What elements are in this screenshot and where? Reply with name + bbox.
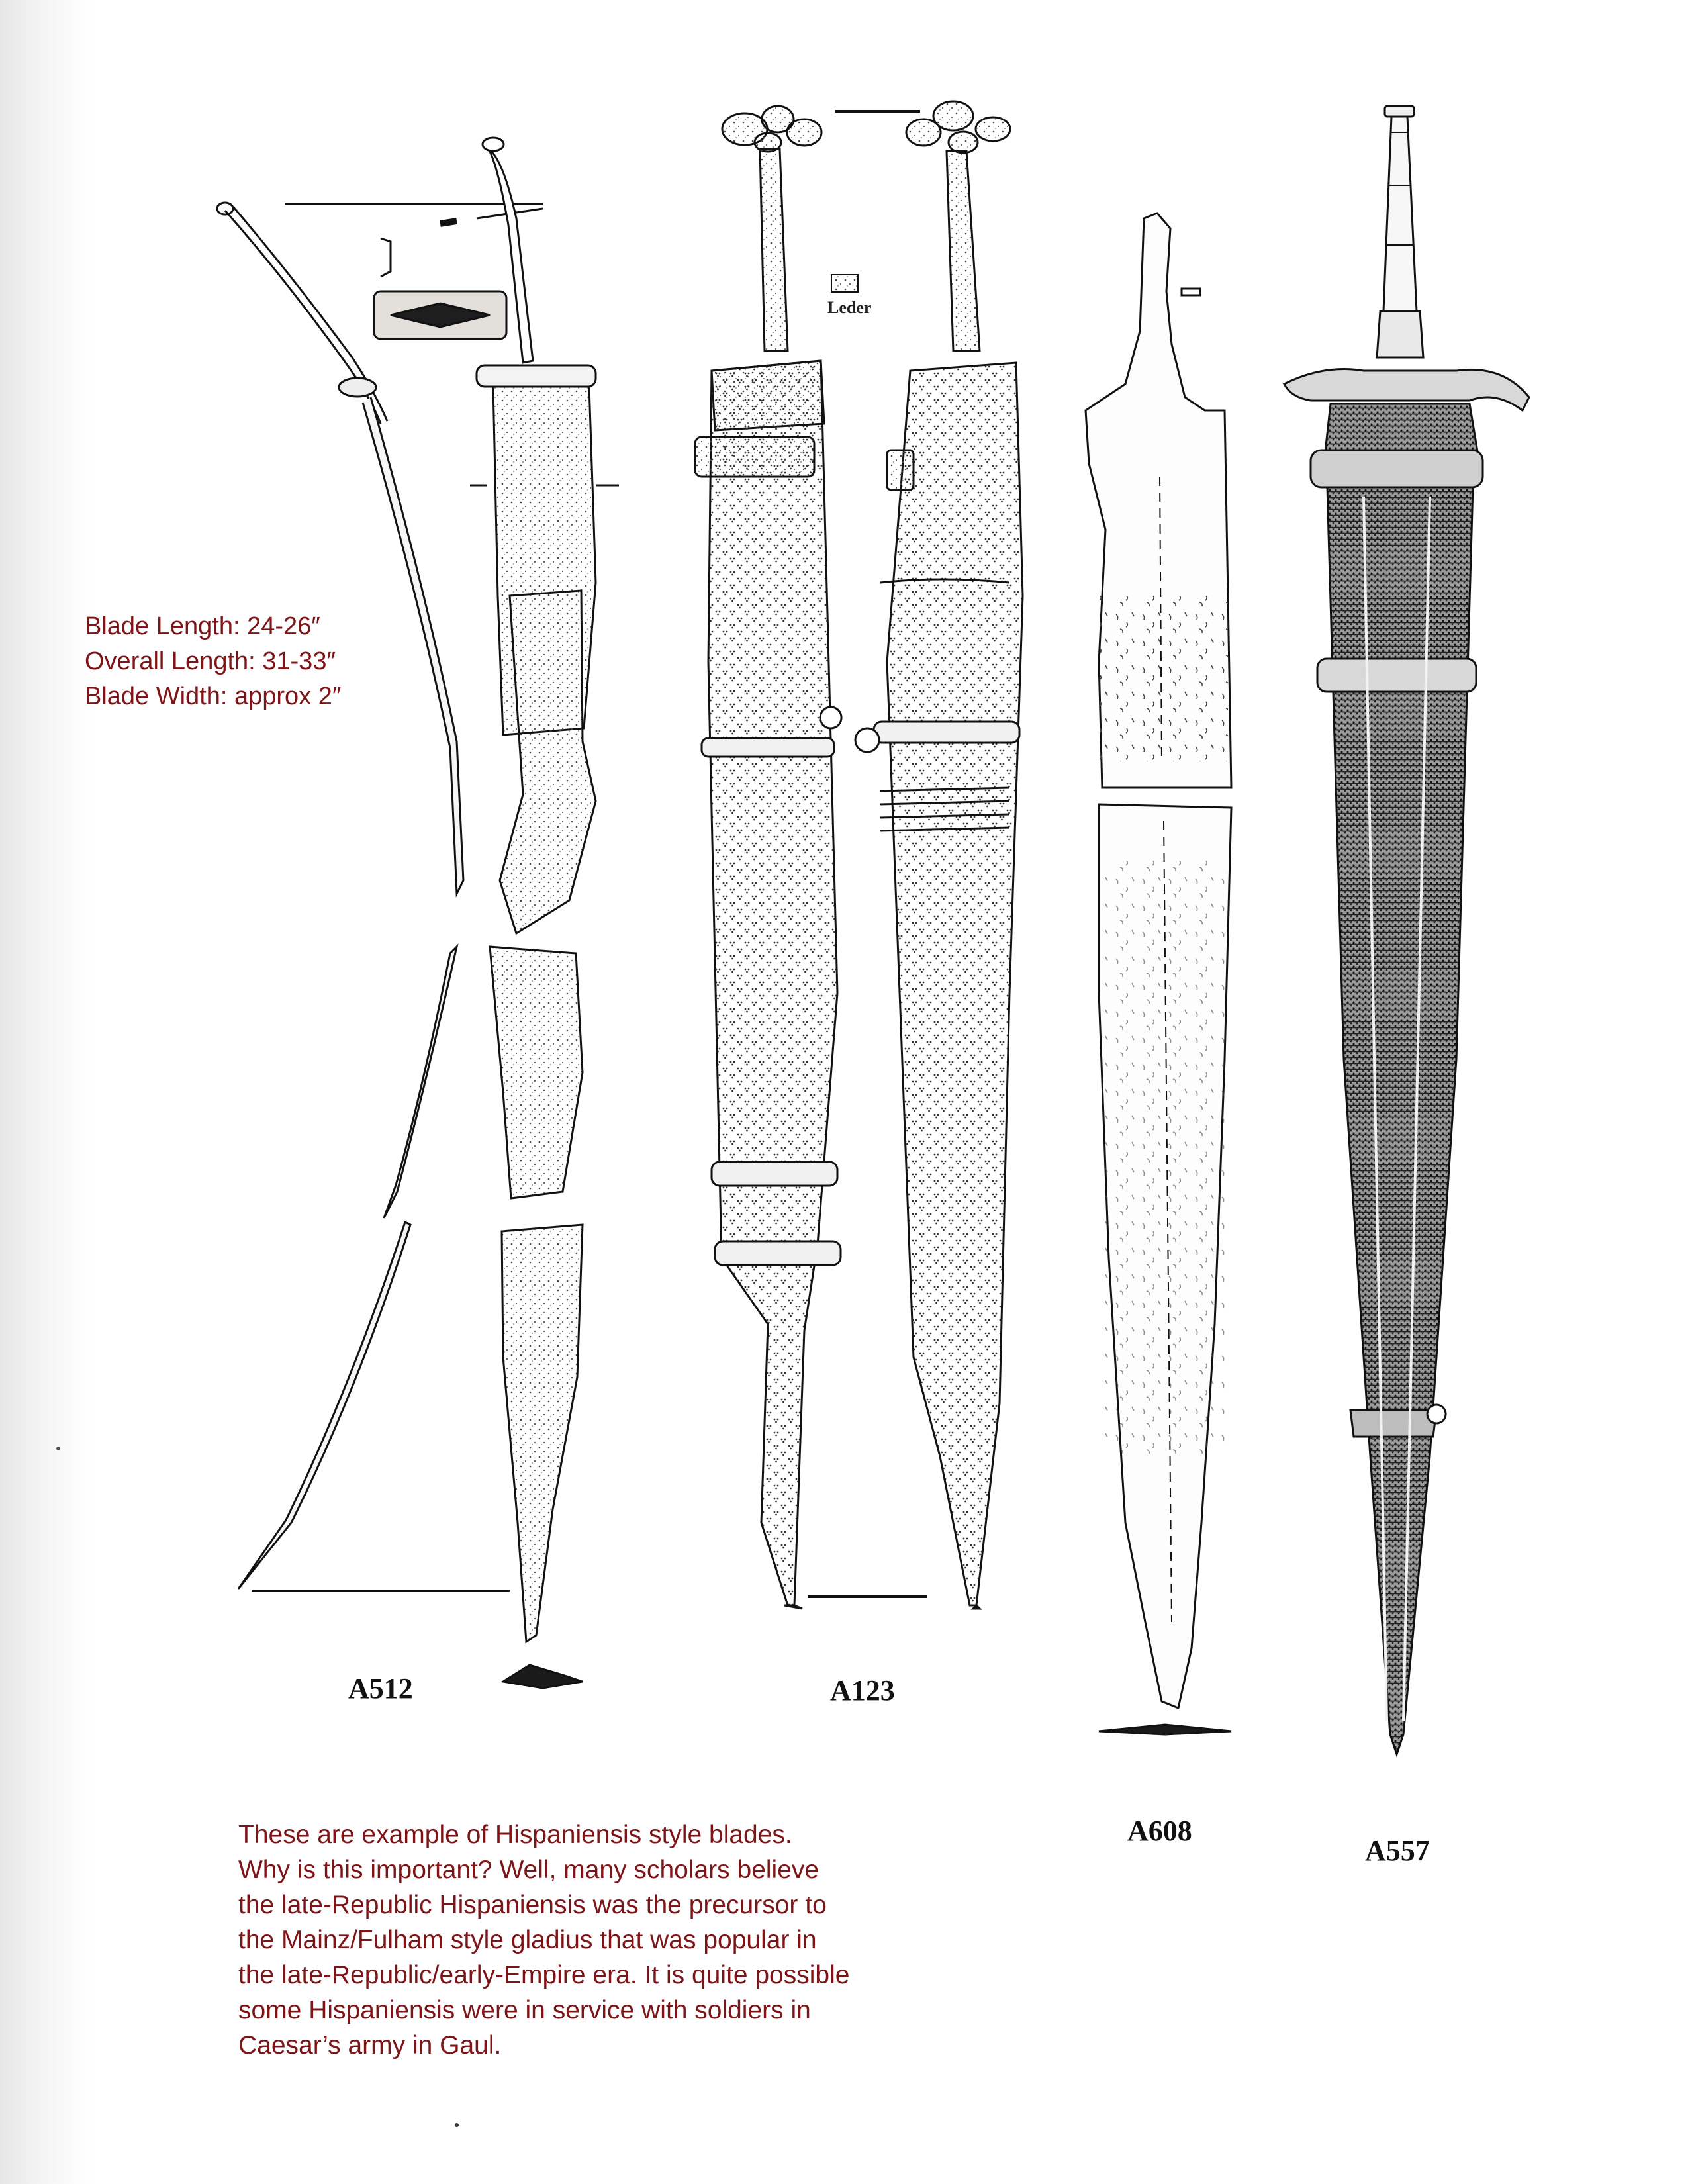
spec-blade-width: Blade Width: approx 2″ <box>85 683 342 710</box>
caption-line: These are example of Hispaniensis style blades. <box>238 1821 792 1849</box>
figure-label-a512: A512 <box>348 1672 413 1705</box>
a608-blade <box>1086 213 1231 1734</box>
caption-line: the late-Republic/early-Empire era. It is quite possible <box>238 1961 850 1989</box>
a512-cross-section <box>374 291 506 339</box>
a512-front-view <box>477 138 596 1688</box>
leder-swatch <box>831 275 858 292</box>
caption-block <box>238 1817 1033 2063</box>
spec-overall-length: Overall Length: 31-33″ <box>85 647 336 675</box>
blade-specs <box>85 609 341 714</box>
spec-blade-length: Blade Length: 24-26″ <box>85 612 320 640</box>
a512-side-profile <box>217 203 463 1589</box>
a123-right-view <box>855 101 1023 1609</box>
caption-line: the Mainz/Fulham style gladius that was popular in <box>238 1926 817 1954</box>
a123-left-view <box>695 106 841 1609</box>
a557-sword <box>1284 106 1529 1754</box>
caption-line: Caesar’s army in Gaul. <box>238 2031 502 2060</box>
figure-label-a123: A123 <box>830 1674 895 1707</box>
figure-label-a608: A608 <box>1127 1815 1192 1847</box>
caption-line: the late-Republic Hispaniensis was the precursor to <box>238 1891 827 1919</box>
figure-label-a557: A557 <box>1365 1834 1430 1867</box>
leder-legend-label: Leder <box>827 298 872 317</box>
caption-line: Why is this important? Well, many scholars believe <box>238 1856 820 1884</box>
caption-line: some Hispaniensis were in service with soldiers in <box>238 1996 811 2024</box>
